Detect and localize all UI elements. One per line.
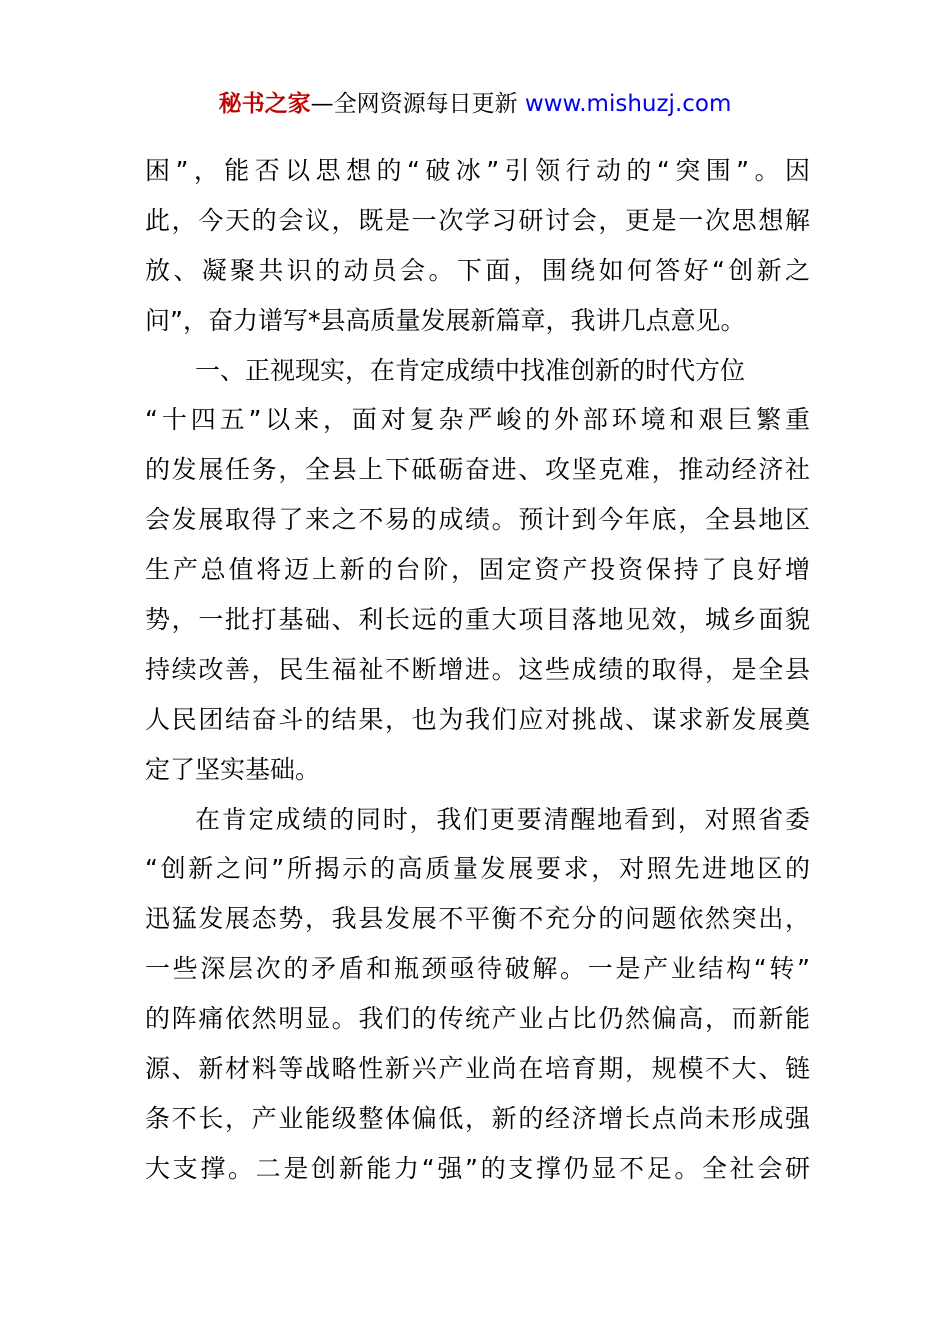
text-line: 困”，能否以思想的“破冰”引领行动的“突围”。因 [145,156,810,185]
text-line: 源、新材料等战略性新兴产业尚在培育期，规模不大、链 [145,1054,810,1084]
text-line: 此，今天的会议，既是一次学习研讨会，更是一次思想解 [145,205,810,235]
header-url-link[interactable]: www.mishuzj.com [524,91,732,117]
text-line: “创新之问”所揭示的高质量发展要求，对照先进地区的 [145,854,810,884]
text-line: 势，一批打基础、利长远的重大项目落地见效，城乡面貌 [145,605,810,635]
text-line: 生产总值将迈上新的台阶，固定资产投资保持了良好增 [145,555,810,585]
text-line: 的阵痛依然明显。我们的传统产业占比仍然偏高，而新能 [145,1004,810,1034]
header-tagline: —全网资源每日更新 [310,91,525,117]
text-line: 一些深层次的矛盾和瓶颈亟待破解。一是产业结构“转” [145,954,810,984]
text-line: 人民团结奋斗的结果，也为我们应对挑战、谋求新发展奠 [145,704,810,734]
text-line: 问”，奋力谱写*县高质量发展新篇章，我讲几点意见。 [145,305,746,335]
page-header [0,88,950,120]
text-line: 定了坚实基础。 [145,754,321,784]
text-line: 持续改善，民生福祉不断增进。这些成绩的取得，是全县 [145,654,810,684]
text-line: 大支撑。二是创新能力“强”的支撑仍显不足。全社会研 [145,1153,810,1183]
text-line: 迅猛发展态势，我县发展不平衡不充分的问题依然突出， [145,904,810,934]
text-line: 的发展任务，全县上下砥砺奋进、攻坚克难，推动经济社 [145,455,810,485]
text-line: 在肯定成绩的同时，我们更要清醒地看到，对照省委 [195,804,810,834]
text-line: 条不长，产业能级整体偏低，新的经济增长点尚未形成强 [145,1103,810,1133]
header-brand: 秘书之家 [218,91,311,117]
text-line: “十四五”以来，面对复杂严峻的外部环境和艰巨繁重 [145,405,810,435]
text-line: 会发展取得了来之不易的成绩。预计到今年底，全县地区 [145,505,810,535]
text-line: 放、凝聚共识的动员会。下面，围绕如何答好“创新之 [145,255,810,285]
document-body [145,146,810,1194]
section-heading: 一、正视现实，在肯定成绩中找准创新的时代方位 [195,355,746,385]
